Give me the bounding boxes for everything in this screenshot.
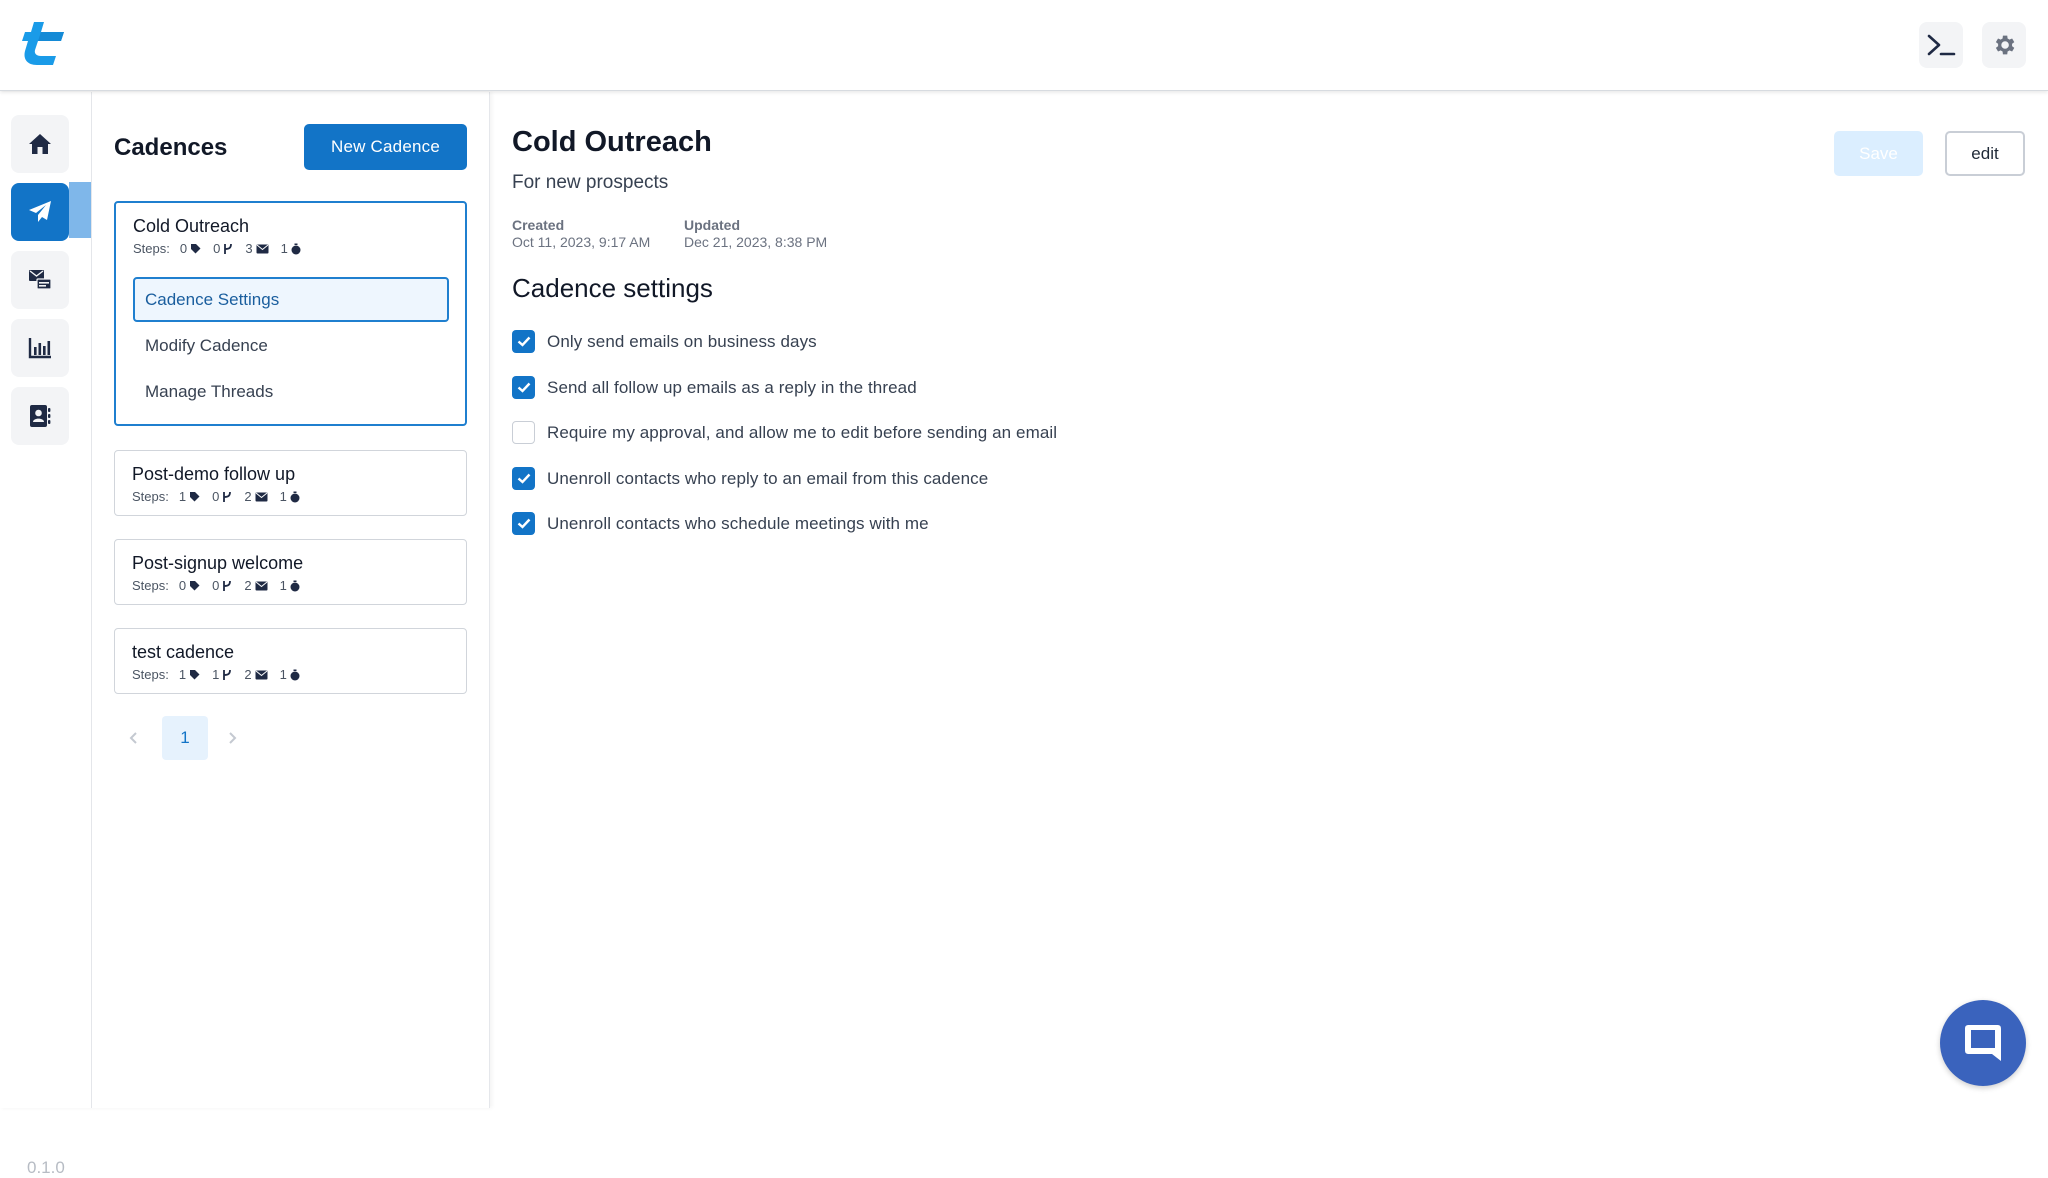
updated-value: Dec 21, 2023, 8:38 PM — [684, 234, 828, 250]
cadence-card-post-signup[interactable] — [114, 539, 467, 605]
cadence-description: For new prospects — [512, 172, 669, 193]
steps-label: Steps: — [132, 489, 169, 504]
terminal-icon — [1926, 33, 1956, 57]
cadence-steps — [132, 489, 312, 504]
edit-button[interactable]: edit — [1945, 131, 2025, 176]
cadence-name: Post-demo follow up — [132, 464, 296, 484]
setting-business-days[interactable] — [512, 330, 817, 353]
cadence-steps — [133, 241, 313, 256]
branch-icon — [222, 580, 232, 592]
cadence-steps — [132, 667, 312, 682]
gear-icon — [1991, 32, 2017, 58]
branch-icon — [223, 243, 233, 255]
nav-item-cadences[interactable] — [11, 183, 69, 241]
tag-icon — [189, 580, 200, 591]
terminal-button[interactable] — [1919, 22, 1963, 68]
step-count-branch: 1 — [212, 667, 220, 682]
updated-meta — [684, 217, 827, 251]
inbox-icon — [28, 269, 52, 291]
save-button[interactable]: Save — [1834, 131, 1923, 176]
chevron-left-icon — [128, 731, 138, 745]
check-icon — [517, 336, 531, 347]
step-count-email: 2 — [244, 489, 252, 504]
step-count-tag: 1 — [178, 489, 187, 504]
cadence-name: Cold Outreach — [133, 216, 250, 236]
nav-rail — [0, 92, 92, 1177]
steps-label: Steps: — [132, 578, 169, 593]
chat-widget-button[interactable] — [1940, 1000, 2026, 1086]
stopwatch-icon — [291, 243, 301, 255]
nav-item-inbox[interactable] — [11, 251, 69, 309]
envelope-icon — [255, 492, 268, 502]
created-label: Created — [512, 217, 565, 233]
stopwatch-icon — [290, 669, 300, 681]
step-count-email: 3 — [245, 241, 253, 256]
cadence-card-cold-outreach[interactable] — [114, 201, 467, 426]
cadence-detail — [491, 92, 2048, 1108]
updated-label: Updated — [684, 217, 740, 233]
setting-unenroll-on-meeting[interactable] — [512, 512, 929, 535]
cadence-card-test-cadence[interactable] — [114, 628, 467, 694]
setting-unenroll-on-reply[interactable] — [512, 467, 988, 490]
tag-icon — [190, 243, 201, 254]
step-count-branch: 0 — [213, 241, 221, 256]
created-value: Oct 11, 2023, 9:17 AM — [512, 234, 651, 250]
submenu-manage-threads[interactable]: Manage Threads — [145, 381, 274, 401]
page-title: Cold Outreach — [512, 126, 712, 158]
new-cadence-button[interactable]: New Cadence — [304, 124, 467, 170]
step-count-tag: 0 — [179, 241, 188, 256]
paper-plane-icon — [28, 200, 52, 224]
app-version: 0.1.0 — [27, 1158, 65, 1177]
bar-chart-icon — [28, 337, 52, 359]
step-count-wait: 1 — [279, 489, 287, 504]
contacts-icon — [29, 404, 51, 428]
cadence-list-panel — [92, 92, 490, 1108]
steps-label: Steps: — [133, 241, 170, 256]
envelope-icon — [256, 244, 269, 254]
tag-icon — [189, 669, 200, 680]
step-count-tag: 0 — [178, 578, 187, 593]
setting-require-approval[interactable] — [512, 421, 1057, 444]
app-logo-icon[interactable] — [20, 18, 72, 68]
setting-reply-in-thread[interactable] — [512, 376, 917, 399]
cadence-name: Post-signup welcome — [132, 553, 304, 573]
step-count-wait: 1 — [280, 241, 288, 256]
setting-label: Send all follow up emails as a reply in the thread — [547, 377, 917, 397]
nav-item-home[interactable] — [11, 115, 69, 173]
stopwatch-icon — [290, 491, 300, 503]
branch-icon — [222, 491, 232, 503]
cadence-card-post-demo[interactable] — [114, 450, 467, 516]
pagination-prev-button[interactable] — [122, 716, 144, 760]
cadence-steps — [132, 578, 312, 593]
branch-icon — [222, 669, 232, 681]
step-count-email: 2 — [244, 667, 252, 682]
top-bar — [0, 0, 2048, 91]
setting-label: Unenroll contacts who reply to an email from this cadence — [547, 468, 989, 488]
checkbox-checked[interactable] — [512, 330, 535, 353]
step-count-branch: 0 — [212, 489, 220, 504]
envelope-icon — [255, 581, 268, 591]
settings-section-title: Cadence settings — [512, 273, 713, 303]
step-count-branch: 0 — [212, 578, 220, 593]
stopwatch-icon — [290, 580, 300, 592]
submenu-cadence-settings[interactable]: Cadence Settings — [133, 277, 449, 322]
created-meta — [512, 217, 650, 251]
step-count-tag: 1 — [178, 667, 187, 682]
checkbox-checked[interactable] — [512, 512, 535, 535]
check-icon — [517, 518, 531, 529]
chevron-right-icon — [228, 731, 238, 745]
setting-label: Require my approval, and allow me to edit before sending an email — [547, 422, 1058, 442]
submenu-modify-cadence[interactable]: Modify Cadence — [145, 335, 268, 355]
check-icon — [517, 473, 531, 484]
home-icon — [28, 133, 52, 155]
tag-icon — [189, 491, 200, 502]
chat-bubble-icon — [1961, 1021, 2005, 1065]
envelope-icon — [255, 670, 268, 680]
step-count-wait: 1 — [279, 667, 287, 682]
check-icon — [517, 382, 531, 393]
checkbox-checked[interactable] — [512, 376, 535, 399]
cadences-title: Cadences — [114, 134, 228, 161]
setting-label: Unenroll contacts who schedule meetings with me — [547, 513, 929, 533]
cadence-name: test cadence — [132, 642, 235, 662]
pagination-page-1[interactable]: 1 — [162, 716, 208, 760]
setting-label: Only send emails on business days — [547, 331, 817, 351]
step-count-wait: 1 — [279, 578, 287, 593]
pagination-next-button[interactable] — [222, 716, 244, 760]
checkbox-checked[interactable] — [512, 467, 535, 490]
nav-item-contacts[interactable] — [11, 387, 69, 445]
checkbox-unchecked[interactable] — [512, 421, 535, 444]
steps-label: Steps: — [132, 667, 169, 682]
step-count-email: 2 — [244, 578, 252, 593]
nav-active-indicator — [69, 182, 91, 238]
nav-item-analytics[interactable] — [11, 319, 69, 377]
settings-button[interactable] — [1982, 22, 2026, 68]
